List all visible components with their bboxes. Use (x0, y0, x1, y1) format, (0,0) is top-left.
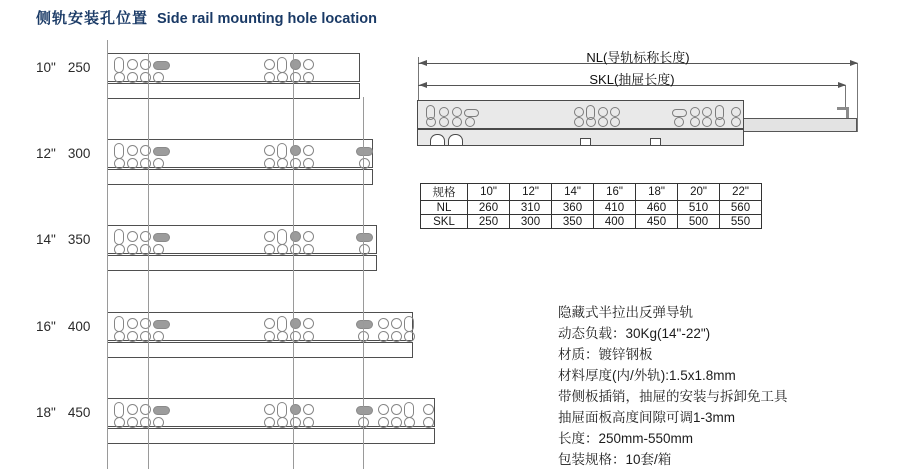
nl-extension-right (857, 63, 858, 132)
rail-hole (114, 244, 125, 255)
rail-hole (127, 72, 138, 83)
skl-dimension-label: SKL(抽屉长度) (589, 72, 675, 87)
rail-hole (690, 107, 700, 117)
rail-hole (140, 59, 151, 70)
rail-hook-stub (846, 109, 849, 118)
rail-hole (277, 158, 288, 169)
rail-label (36, 60, 90, 75)
rail-hole (290, 331, 301, 342)
rail-hole (277, 57, 287, 73)
rail-hole (303, 72, 314, 83)
spec-line: 材质：镀锌钢板 (558, 347, 653, 362)
rail-hole (277, 331, 288, 342)
rail-hole (277, 229, 287, 245)
rail-hole (303, 231, 314, 242)
rail-bottom-strip (107, 342, 413, 358)
spec-line: 长度：250mm-550mm (558, 431, 694, 446)
rail-hole (439, 117, 449, 127)
outer-rail-body (417, 100, 744, 129)
rail-hole (303, 158, 314, 169)
rail-hole (153, 147, 170, 156)
table-value-cell: 300 (510, 215, 552, 229)
rail-hole (114, 331, 125, 342)
nl-arrow-left-icon (419, 60, 427, 66)
rail-hole (290, 404, 301, 415)
rail-hole (153, 158, 164, 169)
product-specs (558, 302, 788, 469)
rail-hole (153, 244, 164, 255)
rail-length-label: 250 (67, 60, 91, 75)
rail-hole (690, 117, 700, 127)
table-value-cell: 250 (468, 215, 510, 229)
rail-hole (465, 117, 475, 127)
rail-hole (423, 404, 434, 415)
rail-hole (359, 244, 370, 255)
rail-hole (127, 231, 138, 242)
rail-hole (114, 57, 124, 73)
rail-label (36, 146, 90, 161)
rail-hole (359, 158, 370, 169)
rail-hole (404, 417, 415, 428)
rail-hole (264, 158, 275, 169)
rail-hole (277, 417, 288, 428)
table-header-size: 14" (552, 184, 594, 201)
rail-hole (290, 59, 301, 70)
rail-hole (423, 417, 434, 428)
rail-hole (391, 417, 402, 428)
rail-hole (127, 244, 138, 255)
rail-hole (153, 417, 164, 428)
rail-drawing (107, 53, 360, 99)
rail-hole (277, 143, 287, 159)
rail-hole (114, 417, 125, 428)
rail-hole (264, 231, 275, 242)
rail-hole (153, 72, 164, 83)
rail-hole (264, 404, 275, 415)
table-value-cell: 350 (552, 215, 594, 229)
rail-hole (127, 318, 138, 329)
rail-hole (153, 406, 170, 415)
nl-dimension-label: NL(导轨标称长度) (586, 50, 690, 65)
rail-hole (277, 244, 288, 255)
rail-label (36, 319, 90, 334)
rail-label (36, 405, 90, 420)
rail-label (36, 232, 90, 247)
rail-hole (378, 417, 389, 428)
table-value-cell: 310 (510, 201, 552, 215)
rail-bottom-strip (107, 169, 373, 185)
rail-hole (356, 147, 373, 156)
rail-hole (574, 117, 584, 127)
rail-hole (290, 72, 301, 83)
alignment-line (148, 53, 149, 469)
rail-hole (290, 231, 301, 242)
rail-hole (140, 145, 151, 156)
rail-hole (610, 107, 620, 117)
rail-size-label: 14" (36, 232, 56, 247)
rail-hole (356, 233, 373, 242)
alignment-line (363, 97, 364, 469)
rail-hole (140, 244, 151, 255)
rail-hole (452, 107, 462, 117)
rail-hole (391, 318, 402, 329)
table-header-spec: 规格 (421, 184, 468, 201)
rail-hole (303, 244, 314, 255)
rail-hole-section (107, 312, 413, 341)
rail-hole (153, 233, 170, 242)
rail-hole (290, 417, 301, 428)
table-header-size: 16" (594, 184, 636, 201)
spec-line: 包装规格：10套/箱 (558, 452, 672, 467)
spec-line: 抽屉面板高度间隙可调1-3mm (558, 410, 736, 425)
page-title-zh: 侧轨安装孔位置 (36, 10, 149, 27)
table-header-size: 10" (468, 184, 510, 201)
table-value-cell: 500 (678, 215, 720, 229)
rail-hole (303, 331, 314, 342)
rail-size-label: 12" (36, 146, 56, 161)
rail-hole (153, 320, 170, 329)
table-header-size: 12" (510, 184, 552, 201)
rail-hole (290, 145, 301, 156)
rail-hole (277, 402, 287, 418)
size-table (420, 183, 762, 229)
rail-hole-section (107, 139, 373, 168)
rail-hole (140, 72, 151, 83)
rail-hole (264, 145, 275, 156)
nl-arrow-right-icon (850, 60, 858, 66)
rail-hole (303, 59, 314, 70)
rail-hole (127, 59, 138, 70)
rail-hole (114, 229, 124, 245)
rail-hole (140, 417, 151, 428)
rail-hole (140, 404, 151, 415)
table-value-cell: 550 (720, 215, 762, 229)
rail-bottom-strip (107, 83, 360, 99)
rail-hole (277, 72, 288, 83)
rail-hole (303, 145, 314, 156)
table-value-cell: 460 (636, 201, 678, 215)
rail-bottom-strip (107, 428, 435, 444)
mount-notch (580, 138, 591, 145)
rail-hole (140, 158, 151, 169)
rail-hole (378, 331, 389, 342)
rail-hole (586, 117, 596, 127)
rail-size-label: 16" (36, 319, 56, 334)
rail-hole (674, 117, 684, 127)
spec-line: 隐藏式半拉出反弹导轨 (558, 305, 693, 320)
rail-hole (452, 117, 462, 127)
rail-hole (574, 107, 584, 117)
rail-hole (290, 158, 301, 169)
rail-hole (153, 61, 170, 70)
rail-hole (114, 402, 124, 418)
alignment-line (293, 53, 294, 469)
rail-hole (127, 417, 138, 428)
rail-hole-section (107, 53, 360, 82)
rail-hole (140, 331, 151, 342)
table-value-cell: 360 (552, 201, 594, 215)
rail-hole (303, 417, 314, 428)
rail-hole (264, 417, 275, 428)
table-row-label: SKL (421, 215, 468, 229)
rail-hole (114, 143, 124, 159)
mount-arch-cutout (430, 134, 445, 145)
rail-hole (464, 109, 479, 117)
rail-hole (404, 316, 414, 332)
rail-hole (702, 107, 712, 117)
rail-hole (140, 231, 151, 242)
table-row-label: NL (421, 201, 468, 215)
spec-line: 动态负载：30Kg(14"-22") (558, 326, 711, 341)
rail-hole-section (107, 398, 435, 427)
rail-length-label: 300 (67, 146, 91, 161)
rail-hole (731, 107, 741, 117)
spec-line: 材料厚度(内/外轨):1.5x1.8mm (558, 368, 736, 383)
rail-hole (715, 117, 725, 127)
table-header-size: 18" (636, 184, 678, 201)
spec-line: 带侧板插销，抽屉的安装与拆卸免工具 (558, 389, 788, 404)
table-header-size: 22" (720, 184, 762, 201)
rail-size-label: 10" (36, 60, 56, 75)
rail-hole (127, 404, 138, 415)
skl-arrow-left-icon (419, 82, 427, 88)
table-value-cell: 560 (720, 201, 762, 215)
rail-hole (114, 316, 124, 332)
page-title (36, 7, 377, 28)
rail-hole (378, 404, 389, 415)
rail-size-label: 18" (36, 405, 56, 420)
rail-hole (290, 318, 301, 329)
table-value-cell: 450 (636, 215, 678, 229)
rail-hole (404, 402, 414, 418)
rail-drawing (107, 139, 373, 185)
table-value-cell: 410 (594, 201, 636, 215)
rail-hole (391, 404, 402, 415)
alignment-line (107, 40, 108, 469)
mount-notch (650, 138, 661, 145)
rail-hole (277, 316, 287, 332)
rail-hole (731, 117, 741, 127)
rail-hole (127, 331, 138, 342)
rail-hole (702, 117, 712, 127)
table-value-cell: 510 (678, 201, 720, 215)
rail-hole (426, 117, 436, 127)
rail-hole (391, 331, 402, 342)
skl-arrow-right-icon (838, 82, 846, 88)
rail-hole (356, 320, 373, 329)
rail-hole (598, 107, 608, 117)
rail-hole (264, 318, 275, 329)
inner-rail-member (742, 118, 857, 132)
rail-length-label: 400 (67, 319, 91, 334)
rail-hole (264, 244, 275, 255)
rail-length-label: 450 (67, 405, 91, 420)
table-header-size: 20" (678, 184, 720, 201)
table-value-cell: 260 (468, 201, 510, 215)
rail-hole (356, 406, 373, 415)
rail-hole (140, 318, 151, 329)
rail-hole (290, 244, 301, 255)
rail-hole (127, 158, 138, 169)
rail-drawing (107, 398, 435, 444)
rail-hole (378, 318, 389, 329)
outer-rail-bottom-strip (417, 129, 744, 146)
skl-extension-right (845, 85, 846, 108)
rail-hole (264, 72, 275, 83)
rail-hole (303, 318, 314, 329)
mount-arch-cutout (448, 134, 463, 145)
rail-hole (264, 59, 275, 70)
rail-length-label: 350 (67, 232, 91, 247)
rail-hole (439, 107, 449, 117)
rail-hole (404, 331, 415, 342)
rail-drawing (107, 312, 413, 358)
rail-hole (303, 404, 314, 415)
table-value-cell: 400 (594, 215, 636, 229)
page-title-en: Side rail mounting hole location (157, 11, 377, 27)
rail-hole (598, 117, 608, 127)
rail-hole (114, 72, 125, 83)
rail-hole (153, 331, 164, 342)
rail-hole (610, 117, 620, 127)
rail-hole (264, 331, 275, 342)
rail-hole (127, 145, 138, 156)
rail-hole (672, 109, 687, 117)
rail-hole (114, 158, 125, 169)
